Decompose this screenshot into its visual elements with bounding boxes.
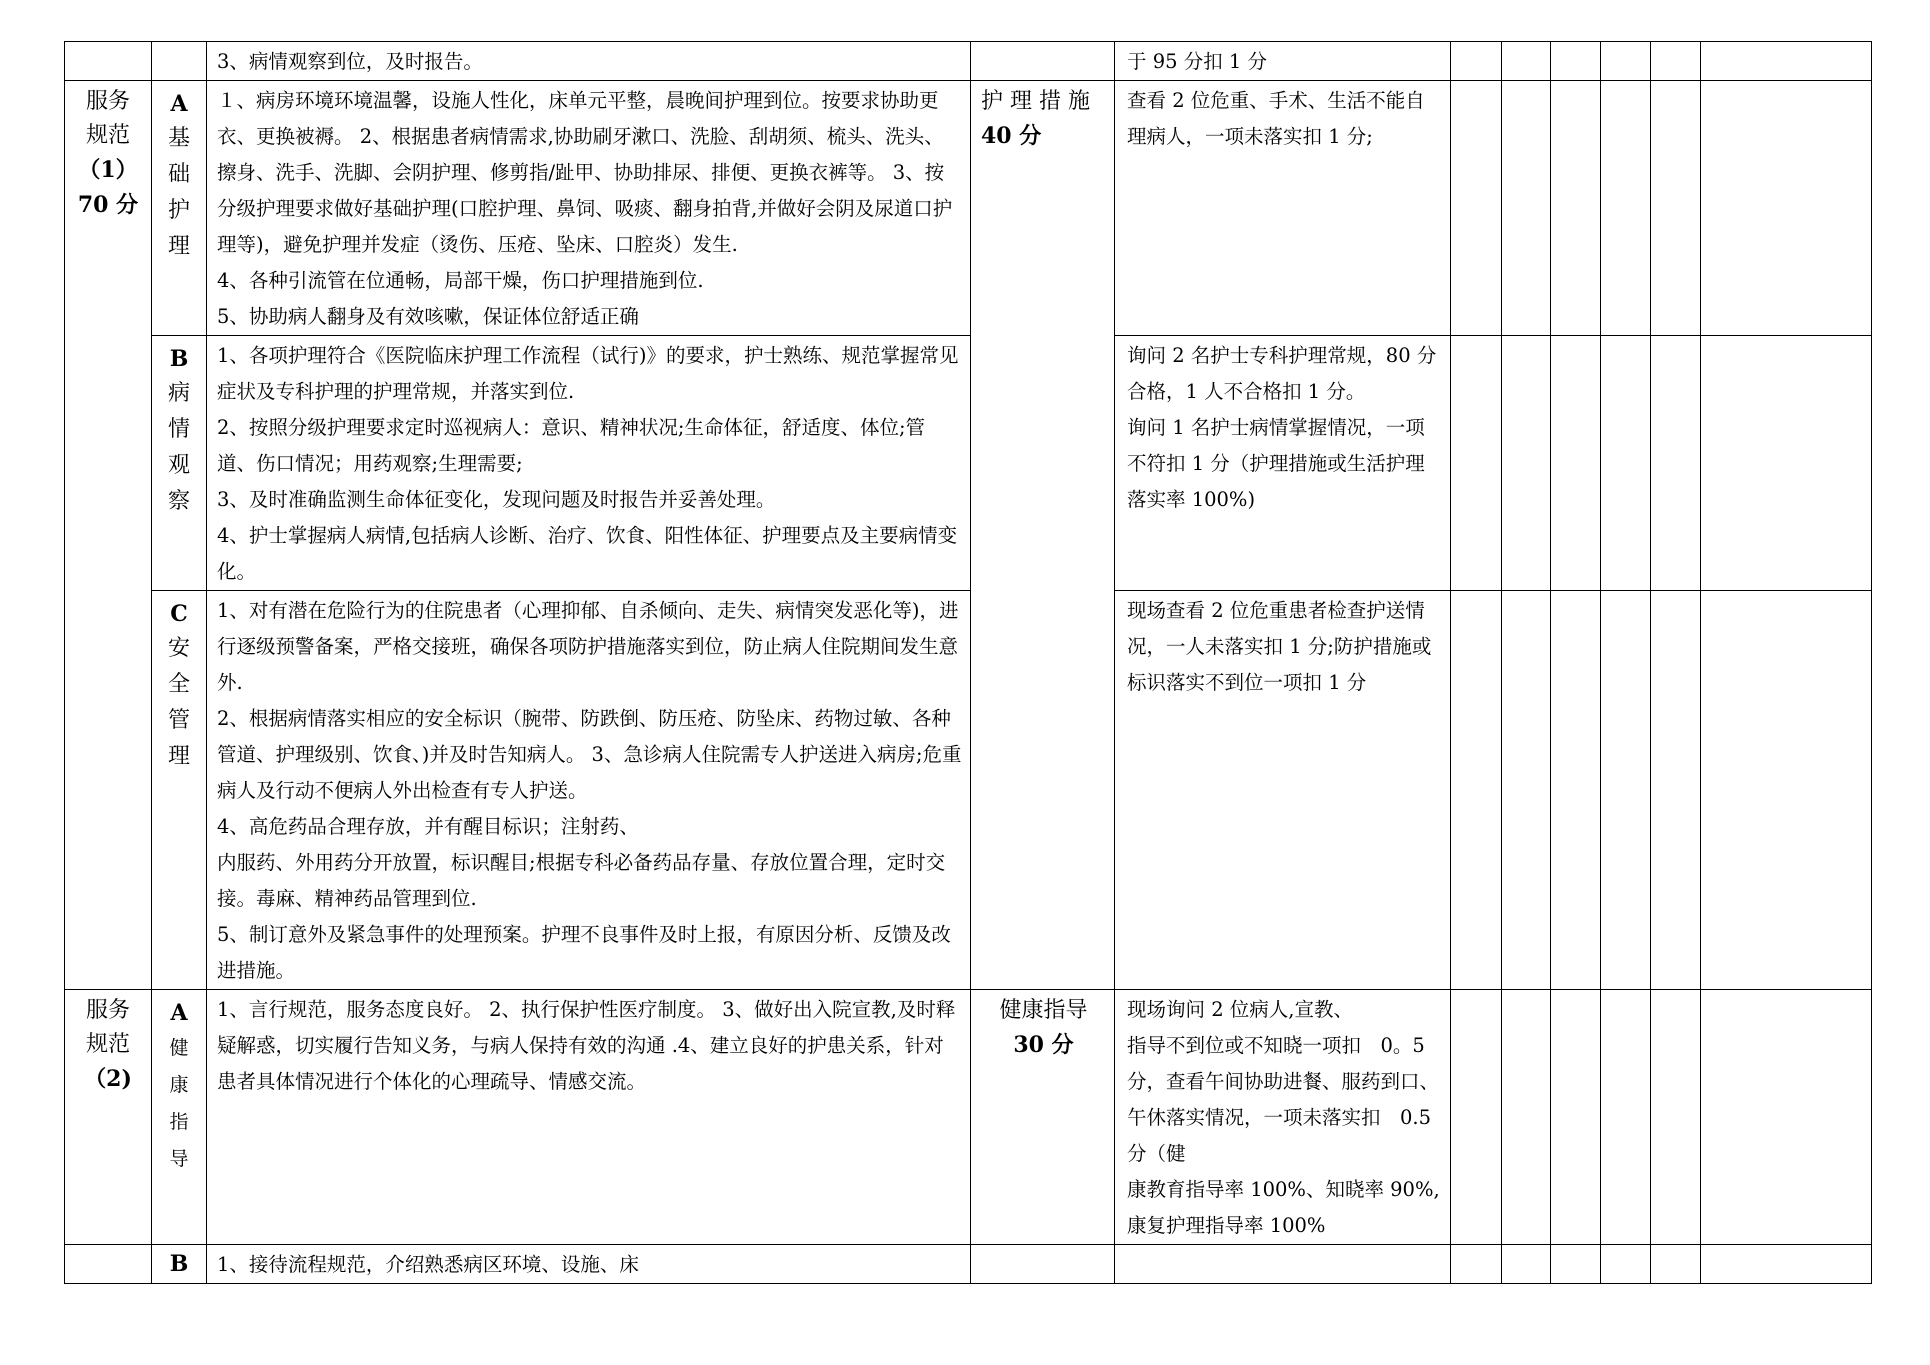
remarks-cell xyxy=(1701,1245,1872,1284)
content-cell xyxy=(207,81,971,336)
subcategory-label xyxy=(152,591,206,775)
table-row-continuation xyxy=(65,42,1872,81)
measure-name: 护 理 措 施 xyxy=(981,89,1090,114)
category-label xyxy=(65,990,151,1097)
remarks-cell xyxy=(1701,81,1872,336)
table-row-basic-care xyxy=(65,81,1872,336)
criteria-cell xyxy=(1115,81,1451,336)
criteria-text: 现场查看 2 位危重患者检查护送情况，一人未落实扣 1 分;防护措施或标识落实不到位一项扣 1 分 xyxy=(1127,599,1432,694)
measure-label xyxy=(971,990,1114,1062)
score-cell xyxy=(1502,42,1551,81)
content-cell xyxy=(207,591,971,990)
score-cell xyxy=(1601,591,1651,990)
score-cell xyxy=(1502,990,1551,1245)
subcategory-label xyxy=(152,336,206,520)
subcategory-name: 安 全 管 理 xyxy=(167,636,190,769)
content-text: １、病房环境环境温馨，设施人性化，床单元平整，晨晚间护理到位。按要求协助更衣、更换被褥。 2、根据患者病情需求,协助刷牙漱口、洗脸、刮胡须、梳头、洗头、擦身、洗手、洗脚、会阴护理、修剪指/趾甲、协助排尿、排便、更换衣裤等。 3、按分级护理要求做好基础护理(口腔护理、鼻饲、吸痰、翻身拍背,并做好会阴及尿道口护理等)，避免护理并发症（烫伤、压疮、坠床、口腔炎）发生. 4、各种引流管在位通畅，局部干燥，伤口护理措施到位. 5、协助病人翻身及有效咳嗽，保证体位舒适正确 xyxy=(217,89,953,328)
category-label xyxy=(65,81,151,223)
table-row-admission-process xyxy=(65,1245,1872,1284)
score-cell xyxy=(1551,1245,1601,1284)
category-line: 规范 xyxy=(85,123,130,148)
cell-empty xyxy=(1115,1245,1451,1284)
score-cell xyxy=(1451,1245,1502,1284)
remarks-cell xyxy=(1701,42,1872,81)
score-cell xyxy=(1502,591,1551,990)
subcategory-letter: C xyxy=(170,601,188,627)
nursing-evaluation-table xyxy=(64,41,1872,1284)
cell-empty xyxy=(65,1245,152,1284)
score-cell xyxy=(1551,81,1601,336)
category-line: 服务 xyxy=(85,998,130,1023)
cell-empty xyxy=(971,42,1115,81)
subcategory-letter: A xyxy=(170,1000,188,1026)
category-number: （1） xyxy=(78,157,138,183)
criteria-text: 询问 2 名护士专科护理常规，80 分合格，1 人不合格扣 1 分。 询问 1 名护士病情掌握情况，一项不符扣 1 分（护理措施或生活护理落实率 100%) xyxy=(1127,344,1437,511)
subcategory-letter: A xyxy=(170,91,188,117)
subcategory-label xyxy=(152,1245,206,1281)
table-row-health-guidance xyxy=(65,990,1872,1245)
score-cell xyxy=(1651,990,1701,1245)
score-cell xyxy=(1451,591,1502,990)
score-cell xyxy=(1651,336,1701,591)
table-row-safety-management xyxy=(65,591,1872,990)
remarks-cell xyxy=(1701,336,1872,591)
score-cell xyxy=(1651,1245,1701,1284)
criteria-cell xyxy=(1115,591,1451,990)
content-cell xyxy=(207,336,971,591)
score-cell xyxy=(1551,336,1601,591)
category-line: 规范 xyxy=(85,1032,130,1057)
score-cell xyxy=(1451,81,1502,336)
score-cell xyxy=(1551,990,1601,1245)
score-cell xyxy=(1551,42,1601,81)
subcategory-letter: B xyxy=(169,1251,189,1277)
category-number: （2) xyxy=(84,1066,132,1092)
subcategory-name: 健 康 指 导 xyxy=(169,1037,189,1170)
criteria-text: 现场询问 2 位病人,宣教、 指导不到位或不知晓一项扣 0。5 分，查看午间协助进餐、服药到口、午休落实情况，一项未落实扣 0.5 分（健 康教育指导率 100%、知晓率 90%,康复护理指导率 100% xyxy=(1127,998,1440,1237)
content-cell xyxy=(207,1245,971,1284)
content-text: 1、言行规范，服务态度良好。 2、执行保护性医疗制度。 3、做好出入院宣教,及时释疑解惑，切实履行告知义务，与病人保持有效的沟通 .4、建立良好的护患关系，针对患者具体情况进行个体化的心理疏导、情感交流。 xyxy=(217,998,956,1093)
score-cell xyxy=(1502,1245,1551,1284)
score-cell xyxy=(1651,591,1701,990)
measure-cell xyxy=(971,81,1115,990)
score-cell xyxy=(1451,990,1502,1245)
score-cell xyxy=(1551,591,1601,990)
subcategory-cell xyxy=(152,591,207,990)
score-cell xyxy=(1651,42,1701,81)
measure-name: 健康指导 xyxy=(999,998,1088,1023)
remarks-cell xyxy=(1701,591,1872,990)
content-text: 1、接待流程规范，介绍熟悉病区环境、设施、床 xyxy=(217,1253,639,1276)
cell-empty xyxy=(971,1245,1115,1284)
subcategory-label xyxy=(152,990,206,1178)
evaluation-table-page xyxy=(64,41,1871,1284)
score-cell xyxy=(1601,990,1651,1245)
score-cell xyxy=(1601,42,1651,81)
cell-empty xyxy=(65,42,152,81)
category-cell xyxy=(65,990,152,1245)
subcategory-cell xyxy=(152,990,207,1245)
table-row-condition-observation xyxy=(65,336,1872,591)
measure-score: 30 分 xyxy=(1013,1032,1074,1058)
score-cell xyxy=(1451,42,1502,81)
category-cell xyxy=(65,81,152,990)
criteria-cell xyxy=(1115,42,1451,81)
content-cell xyxy=(207,990,971,1245)
score-cell xyxy=(1601,336,1651,591)
cell-empty xyxy=(152,42,207,81)
category-score: 70 分 xyxy=(77,192,139,218)
score-cell xyxy=(1601,1245,1651,1284)
subcategory-cell xyxy=(152,81,207,336)
remarks-cell xyxy=(1701,990,1872,1245)
subcategory-name: 基 础 护 理 xyxy=(167,126,190,259)
criteria-text: 于 95 分扣 1 分 xyxy=(1127,50,1268,73)
measure-score: 40 分 xyxy=(981,123,1042,149)
score-cell xyxy=(1451,336,1502,591)
content-text: 1、各项护理符合《医院临床护理工作流程（试行)》的要求，护士熟练、规范掌握常见症状及专科护理的护理常规，并落实到位. 2、按照分级护理要求定时巡视病人：意识、精神状况;生命体征，舒适度、体位;管道、伤口情况；用药观察;生理需要; 3、及时准确监测生命体征变化，发现问题及时报告并妥善处理。 4、护士掌握病人病情,包括病人诊断、治疗、饮食、阳性体征、护理要点及主要病情变化。 xyxy=(217,344,959,583)
criteria-text: 查看 2 位危重、手术、生活不能自理病人，一项未落实扣 1 分; xyxy=(1127,89,1425,148)
criteria-cell xyxy=(1115,990,1451,1245)
score-cell xyxy=(1502,81,1551,336)
measure-label xyxy=(971,81,1114,153)
subcategory-cell xyxy=(152,1245,207,1284)
category-line: 服务 xyxy=(85,89,130,114)
measure-cell xyxy=(971,990,1115,1245)
subcategory-letter: B xyxy=(169,346,189,372)
score-cell xyxy=(1502,336,1551,591)
subcategory-label xyxy=(152,81,206,265)
subcategory-cell xyxy=(152,336,207,591)
score-cell xyxy=(1651,81,1701,336)
content-text: 1、对有潜在危险行为的住院患者（心理抑郁、自杀倾向、走失、病情突发恶化等)，进行逐级预警备案，严格交接班，确保各项防护措施落实到位，防止病人住院期间发生意外. 2、根据病情落实相应的安全标识（腕带、防跌倒、防压疮、防坠床、药物过敏、各种管道、护理级别、饮食、)并及时告知病人。 3、急诊病人住院需专人护送进入病房;危重病人及行动不便病人外出检查有专人护送。 4、高危药品合理存放，并有醒目标识；注射药、 内服药、外用药分开放置，标识醒目;根据专科必备药品存量、存放位置合理，定时交接。毒麻、精神药品管理到位. 5、制订意外及紧急事件的处理预案。护理不良事件及时上报，有原因分析、反馈及改进措施。 xyxy=(217,599,962,982)
subcategory-name: 病 情 观 察 xyxy=(167,381,190,514)
criteria-cell xyxy=(1115,336,1451,591)
score-cell xyxy=(1601,81,1651,336)
content-cell xyxy=(207,42,971,81)
content-text: 3、病情观察到位，及时报告。 xyxy=(217,50,483,73)
